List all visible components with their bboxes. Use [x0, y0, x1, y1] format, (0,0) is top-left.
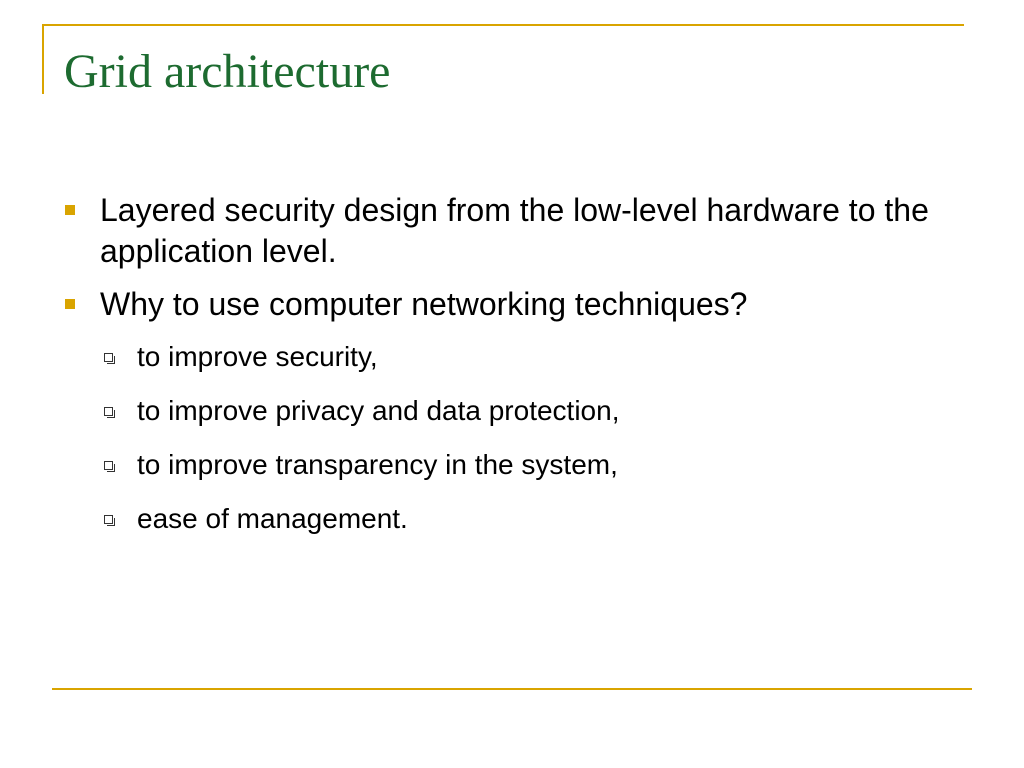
sub-bullet-item — [60, 499, 970, 539]
hollow-box-bullet-icon — [104, 407, 113, 416]
sub-bullet-item — [60, 337, 970, 377]
sub-bullet-item — [60, 391, 970, 431]
bullet-item — [60, 190, 970, 272]
filled-square-bullet-icon — [65, 205, 75, 215]
sub-bullet-text: ease of management. — [137, 503, 408, 534]
bullet-text: Why to use computer networking techniques? — [100, 286, 748, 322]
bullet-item — [60, 284, 970, 325]
accent-frame-bottom — [52, 688, 972, 690]
hollow-box-bullet-icon — [104, 461, 113, 470]
sub-bullet-text: to improve security, — [137, 341, 378, 372]
sub-bullet-item — [60, 445, 970, 485]
hollow-box-bullet-icon — [104, 353, 113, 362]
hollow-box-bullet-icon — [104, 515, 113, 524]
filled-square-bullet-icon — [65, 299, 75, 309]
slide-title: Grid architecture — [64, 45, 391, 98]
accent-frame-top — [42, 24, 964, 26]
accent-frame-left — [42, 24, 44, 94]
sub-bullet-text: to improve privacy and data protection, — [137, 395, 620, 426]
bullet-text: Layered security design from the low-level hardware to the application level. — [100, 192, 929, 269]
sub-bullet-text: to improve transparency in the system, — [137, 449, 618, 480]
bullet-list — [60, 190, 970, 553]
